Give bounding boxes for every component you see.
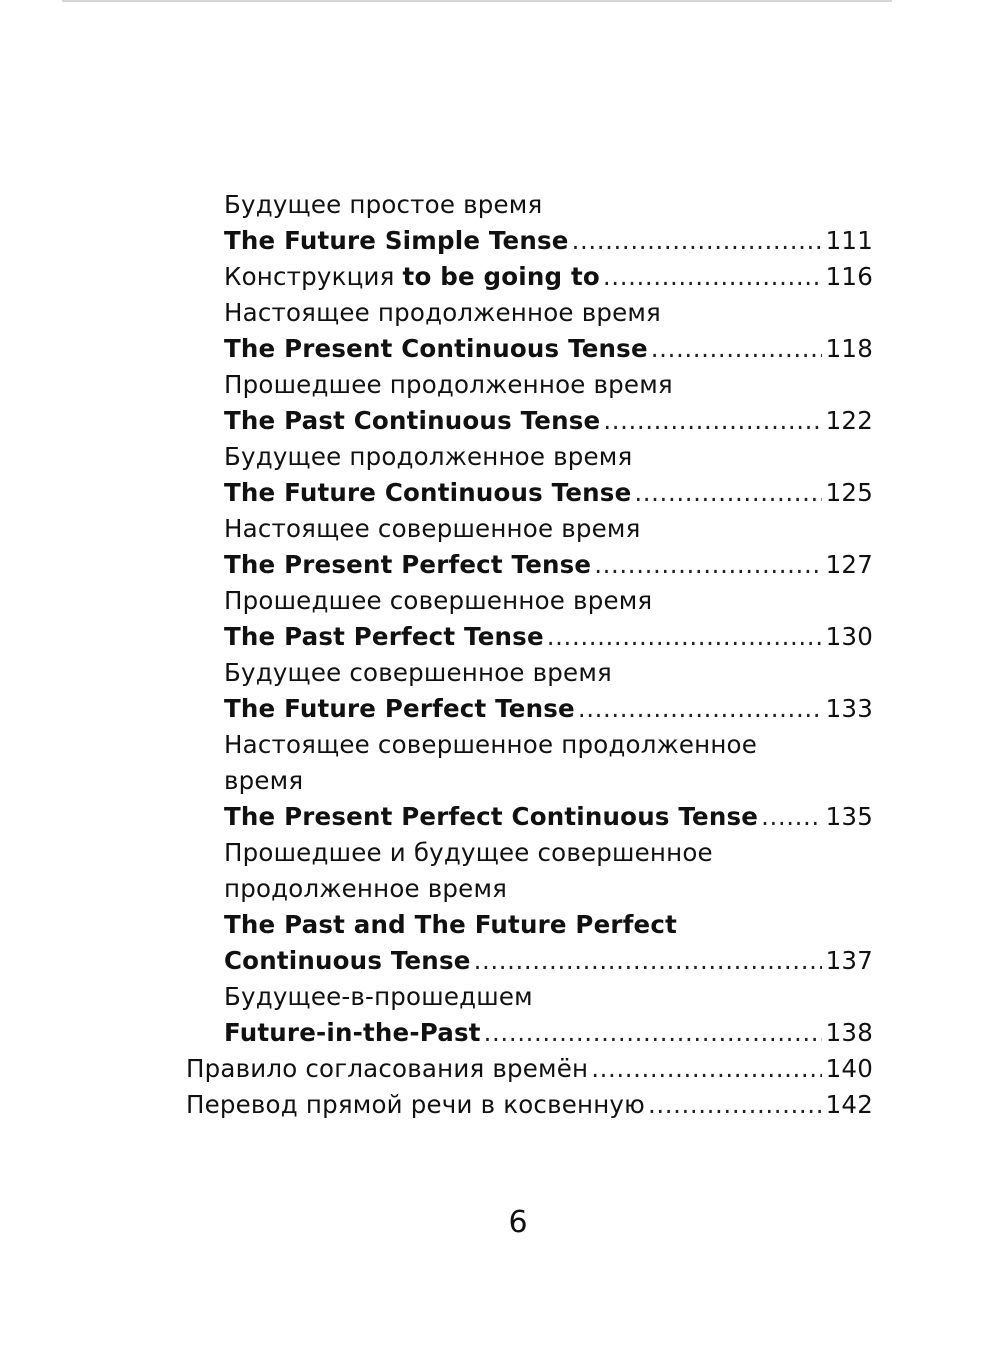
toc-entry-future-in-the-past bbox=[224, 1015, 873, 1051]
toc-entry-past-perfect bbox=[224, 619, 873, 655]
toc-leader-dots bbox=[572, 223, 822, 259]
toc-page-number: 130 bbox=[825, 622, 873, 651]
toc-section-label: Настоящее совершенное продолженное bbox=[224, 730, 758, 759]
toc-entry-future-continuous bbox=[224, 475, 873, 511]
toc-section-label: Настоящее продолженное время bbox=[224, 298, 661, 327]
toc-entry-sequence-of-tenses bbox=[186, 1051, 873, 1087]
toc-section-label: Будущее-в-прошедшем bbox=[224, 982, 533, 1011]
toc-section-label: Настоящее совершенное время bbox=[224, 514, 641, 543]
toc-entry-present-continuous bbox=[224, 331, 873, 367]
toc-leader-dots bbox=[651, 331, 822, 367]
top-rule bbox=[62, 0, 892, 2]
toc-section-label: Будущее продолженное время bbox=[224, 442, 633, 471]
toc-leader-dots bbox=[547, 619, 822, 655]
toc-page-number: 118 bbox=[825, 334, 873, 363]
toc-entry-going-to bbox=[224, 259, 873, 295]
toc-entry-reported-speech bbox=[186, 1087, 873, 1123]
toc-page-number: 142 bbox=[825, 1090, 873, 1119]
toc-entry-title bbox=[224, 259, 600, 295]
toc-entry-title: The Future Continuous Tense bbox=[224, 478, 632, 507]
toc-leader-dots bbox=[634, 475, 821, 511]
toc-leader-dots bbox=[603, 259, 822, 295]
toc-section-label: Будущее простое время bbox=[224, 190, 543, 219]
toc-entry-present-perfect bbox=[224, 547, 873, 583]
toc-entry-title: The Present Perfect Tense bbox=[224, 550, 592, 579]
toc-leader-dots bbox=[484, 1015, 822, 1051]
toc-page-number: 111 bbox=[825, 226, 873, 255]
toc-leader-dots bbox=[761, 799, 822, 835]
toc-entry-title: Future-in-the-Past bbox=[224, 1018, 481, 1047]
toc-page-number: 137 bbox=[825, 946, 873, 975]
toc-leader-dots bbox=[474, 943, 822, 979]
toc-entry-title: Перевод прямой речи в косвенную bbox=[186, 1090, 645, 1119]
toc-section-label: Прошедшее и будущее совершенное bbox=[224, 838, 713, 867]
toc-page-number: 135 bbox=[825, 802, 873, 831]
toc-page-number: 125 bbox=[825, 478, 873, 507]
toc-section-label: время bbox=[224, 766, 304, 795]
toc-entry-plain-part: Конструкция bbox=[224, 262, 403, 291]
toc-entry-past-continuous bbox=[224, 403, 873, 439]
toc-entry-title: The Future Simple Tense bbox=[224, 226, 569, 255]
toc-section-label: Будущее совершенное время bbox=[224, 658, 612, 687]
page-number: 6 bbox=[508, 1205, 528, 1240]
toc-page-number: 138 bbox=[825, 1018, 873, 1047]
toc-entry-future-perfect bbox=[224, 691, 873, 727]
toc-page-number: 127 bbox=[825, 550, 873, 579]
toc-page-number: 133 bbox=[825, 694, 873, 723]
toc-entry-title: The Present Continuous Tense bbox=[224, 334, 648, 363]
toc-entry-past-future-perfect-continuous bbox=[224, 943, 873, 979]
toc-entry-title: The Future Perfect Tense bbox=[224, 694, 575, 723]
toc-page-number: 116 bbox=[825, 262, 873, 291]
toc-entry-future-simple bbox=[224, 223, 873, 259]
toc-page-number: 122 bbox=[825, 406, 873, 435]
toc-leader-dots bbox=[603, 403, 821, 439]
toc-entry-bold-part: to be going to bbox=[402, 262, 600, 291]
toc-entry-present-perfect-continuous bbox=[224, 799, 873, 835]
toc-entry-title: Правило согласования времён bbox=[186, 1054, 589, 1083]
toc-entry-title-line: The Past and The Future Perfect bbox=[224, 910, 678, 939]
toc-entry-title: Continuous Tense bbox=[224, 946, 471, 975]
toc-leader-dots bbox=[594, 547, 821, 583]
toc-entry-title: The Present Perfect Continuous Tense bbox=[224, 802, 759, 831]
toc-leader-dots bbox=[578, 691, 822, 727]
toc-section-label: Прошедшее продолженное время bbox=[224, 370, 673, 399]
toc-leader-dots bbox=[591, 1051, 821, 1087]
toc-entry-title: The Past Perfect Tense bbox=[224, 622, 544, 651]
toc-page-number: 140 bbox=[825, 1054, 873, 1083]
toc-section-label: Прошедшее совершенное время bbox=[224, 586, 653, 615]
toc-leader-dots bbox=[648, 1087, 822, 1123]
toc-entry-title: The Past Continuous Tense bbox=[224, 406, 601, 435]
toc-section-label: продолженное время bbox=[224, 874, 508, 903]
